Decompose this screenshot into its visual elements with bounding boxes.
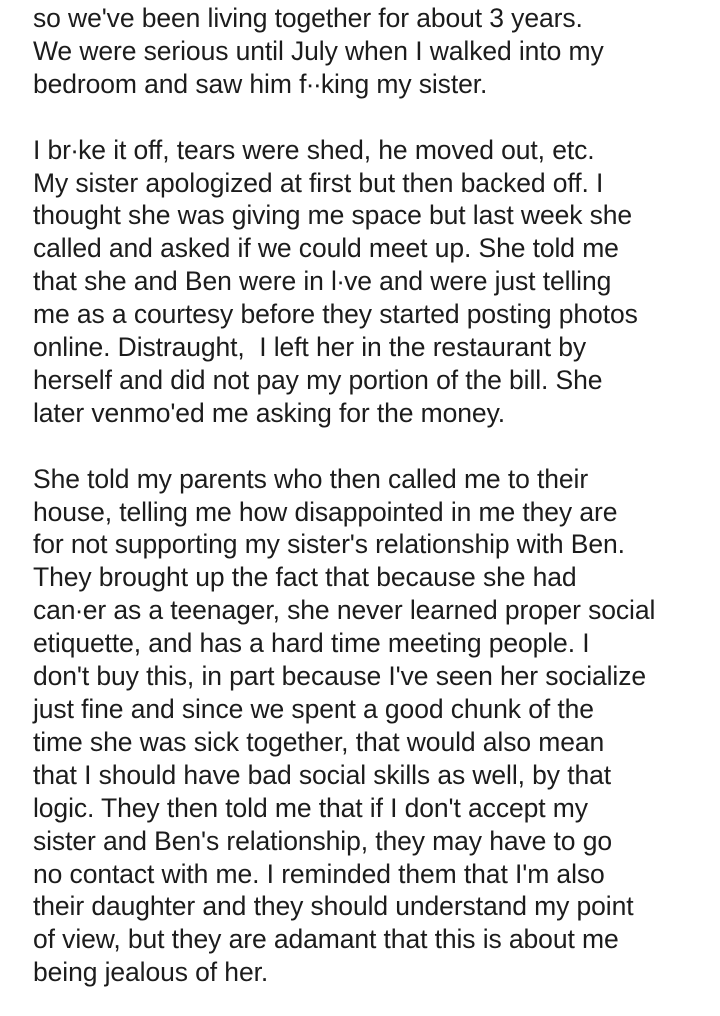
text-line: no contact with me. I reminded them that I'm also: [33, 858, 605, 889]
text-line: just fine and since we spent a good chunk of the: [33, 694, 594, 724]
text-line: bedroom and saw him f∙∙king my sister.: [33, 68, 488, 99]
paragraph-2: [33, 134, 713, 430]
text-line: time she was sick together, that would also mean: [33, 726, 605, 757]
text-line: being jealous of her.: [33, 957, 269, 988]
text-line: We were serious until July when I walked into my: [33, 35, 604, 66]
text-line: that I should have bad social skills as well, by that: [33, 759, 612, 790]
text-line: My sister apologized at first but then backed off. I: [33, 167, 604, 198]
text-line: They brought up the fact that because she had: [33, 562, 577, 593]
text-line: that she and Ben were in l∙ve and were just telling: [33, 266, 612, 297]
text-line: called and asked if we could meet up. She told me: [33, 233, 619, 264]
text-line: don't buy this, in part because I've seen her socialize: [33, 661, 647, 692]
text-line: me as a courtesy before they started posting photos: [33, 299, 638, 330]
paragraph-3: [33, 463, 713, 990]
post-body: [33, 2, 713, 989]
text-line: thought she was giving me space but last week she: [33, 200, 633, 231]
text-line: sister and Ben's relationship, they may have to go: [33, 825, 612, 856]
text-line: house, telling me how disappointed in me they are: [33, 496, 618, 527]
text-line: I br∙ke it off, tears were shed, he moved out, etc.: [33, 134, 595, 165]
text-line: later venmo'ed me asking for the money.: [33, 397, 506, 428]
text-line: their daughter and they should understand my point: [33, 891, 634, 922]
text-line: for not supporting my sister's relationship with Ben.: [33, 529, 625, 560]
text-line: She told my parents who then called me to their: [33, 463, 589, 494]
text-line: logic. They then told me that if I don't accept my: [33, 792, 588, 823]
text-line: herself and did not pay my portion of the bill. She: [33, 364, 603, 395]
text-line: etiquette, and has a hard time meeting people. I: [33, 628, 590, 659]
text-line: so we've been living together for about 3 years.: [33, 3, 583, 33]
text-line: online. Distraught, I left her in the restaurant by: [33, 332, 587, 363]
text-line: can∙er as a teenager, she never learned proper social: [33, 595, 656, 626]
paragraph-1: [33, 2, 713, 101]
text-line: of view, but they are adamant that this is about me: [33, 924, 619, 955]
